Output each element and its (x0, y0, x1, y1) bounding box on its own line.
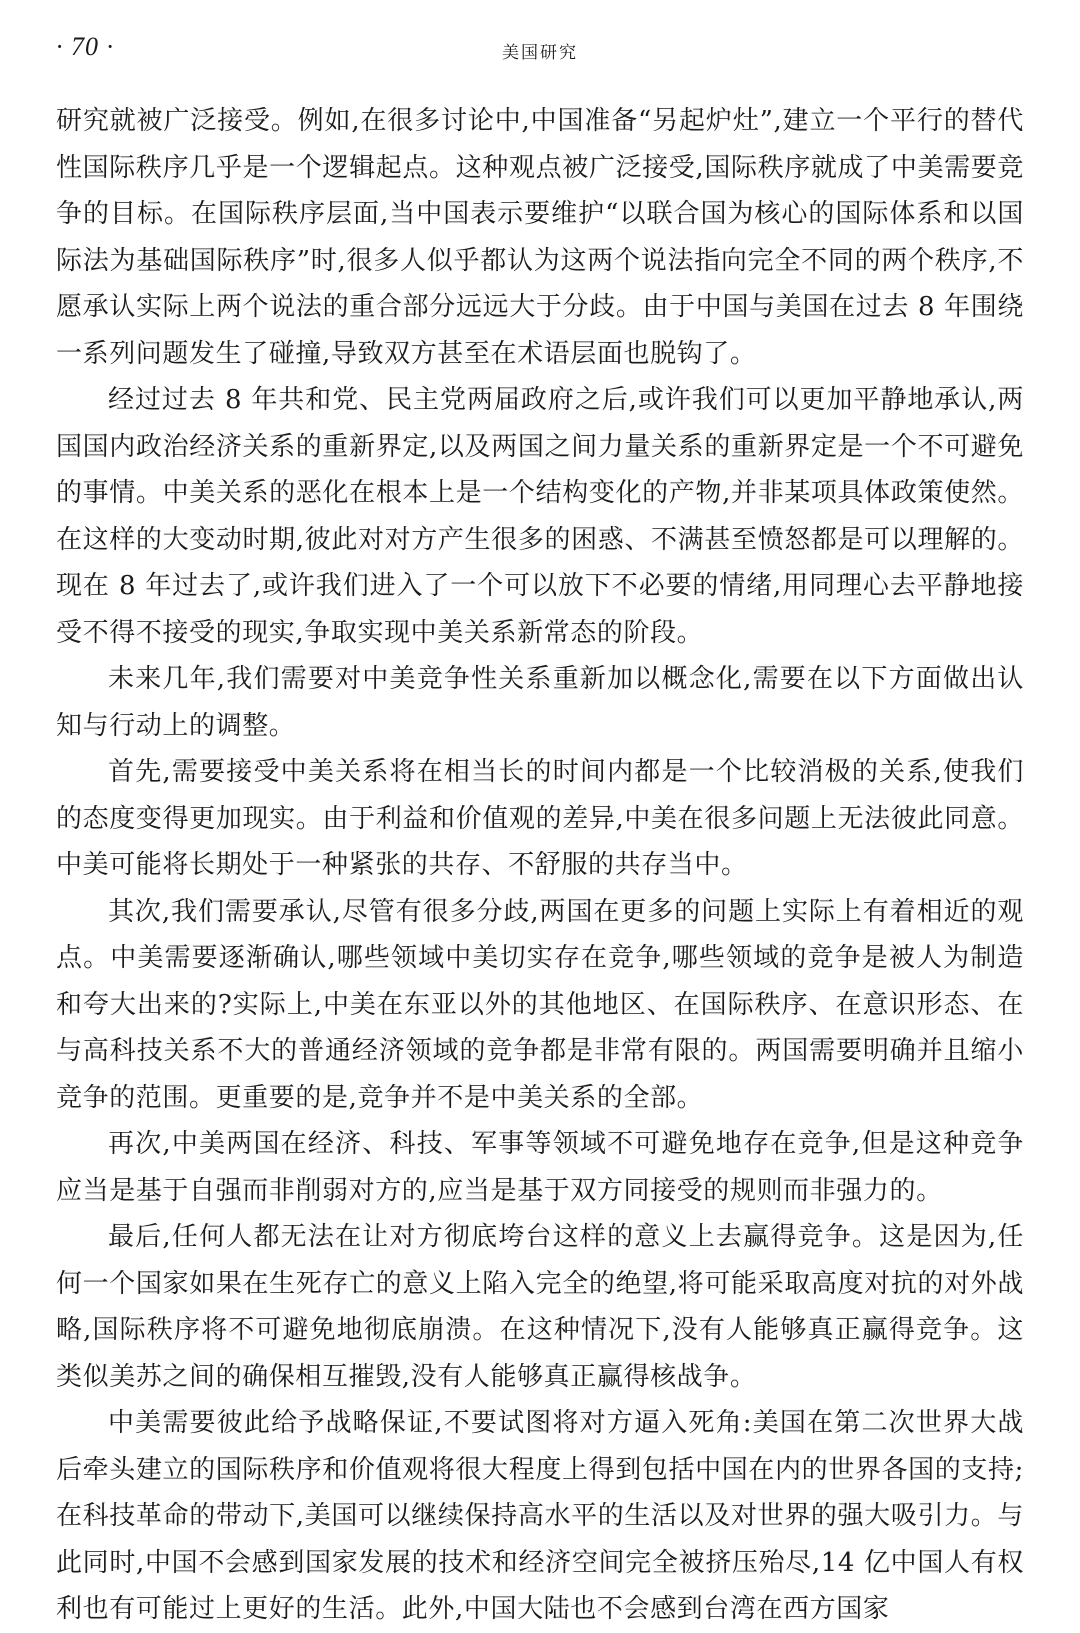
body-text (56, 98, 1024, 1633)
paragraph: 其次,我们需要承认,尽管有很多分歧,两国在更多的问题上实际上有着相近的观点。中美需要逐渐确认,哪些领域中美切实存在竞争,哪些领域的竞争是被人为制造和夸大出来的?实际上,中美在东亚以外的其他地区、在国际秩序、在意识形态、在与高科技关系不大的普通经济领域的竞争都是非常有限的。两国需要明确并且缩小竞争的范围。更重要的是,竞争并不是中美关系的全部。 (56, 896, 1024, 1113)
paragraph: 中美需要彼此给予战略保证,不要试图将对方逼入死角:美国在第二次世界大战后牵头建立的国际秩序和价值观将很大程度上得到包括中国在内的世界各国的支持;在科技革命的带动下,美国可以继续保持高水平的生活以及对世界的强大吸引力。与此同时,中国不会感到国家发展的技术和经济空间完全被挤压殆尽,14 亿中国人有权利也有可能过上更好的生活。此外,中国大陆也不会感到台湾在西方国家 (56, 1408, 1024, 1624)
page-number: · 70 · (56, 32, 114, 61)
page-header (56, 28, 1024, 72)
paragraph: 未来几年,我们需要对中美竞争性关系重新加以概念化,需要在以下方面做出认知与行动上的调整。 (56, 664, 1024, 741)
paragraph: 经过过去 8 年共和党、民主党两届政府之后,或许我们可以更加平静地承认,两国国内政治经济关系的重新界定,以及两国之间力量关系的重新界定是一个不可避免的事情。中美关系的恶化在根本上是一个结构变化的产物,并非某项具体政策使然。在这样的大变动时期,彼此对对方产生很多的困惑、不满甚至愤怒都是可以理解的。现在 8 年过去了,或许我们进入了一个可以放下不必要的情绪,用同理心去平静地接受不得不接受的现实,争取实现中美关系新常态的阶段。 (56, 385, 1024, 648)
paragraph: 再次,中美两国在经济、科技、军事等领域不可避免地存在竞争,但是这种竞争应当是基于自强而非削弱对方的,应当是基于双方同接受的规则而非强力的。 (56, 1129, 1024, 1206)
paragraph: 最后,任何人都无法在让对方彻底垮台这样的意义上去赢得竞争。这是因为,任何一个国家如果在生死存亡的意义上陷入完全的绝望,将可能采取高度对抗的对外战略,国际秩序将不可避免地彻底崩溃。在这种情况下,没有人能够真正赢得竞争。这类似美苏之间的确保相互摧毁,没有人能够真正赢得核战争。 (56, 1222, 1024, 1392)
paragraph: 首先,需要接受中美关系将在相当长的时间内都是一个比较消极的关系,使我们的态度变得更加现实。由于利益和价值观的差异,中美在很多问题上无法彼此同意。中美可能将长期处于一种紧张的共存、不舒服的共存当中。 (56, 757, 1024, 880)
paragraph: 研究就被广泛接受。例如,在很多讨论中,中国准备“另起炉灶”,建立一个平行的替代性国际秩序几乎是一个逻辑起点。这种观点被广泛接受,国际秩序就成了中美需要竞争的目标。在国际秩序层面,当中国表示要维护“以联合国为核心的国际体系和以国际法为基础国际秩序”时,很多人似乎都认为这两个说法指向完全不同的两个秩序,不愿承认实际上两个说法的重合部分远远大于分歧。由于中国与美国在过去 8 年围绕一系列问题发生了碰撞,导致双方甚至在术语层面也脱钩了。 (56, 106, 1024, 369)
running-head: 美国研究 (502, 43, 578, 63)
